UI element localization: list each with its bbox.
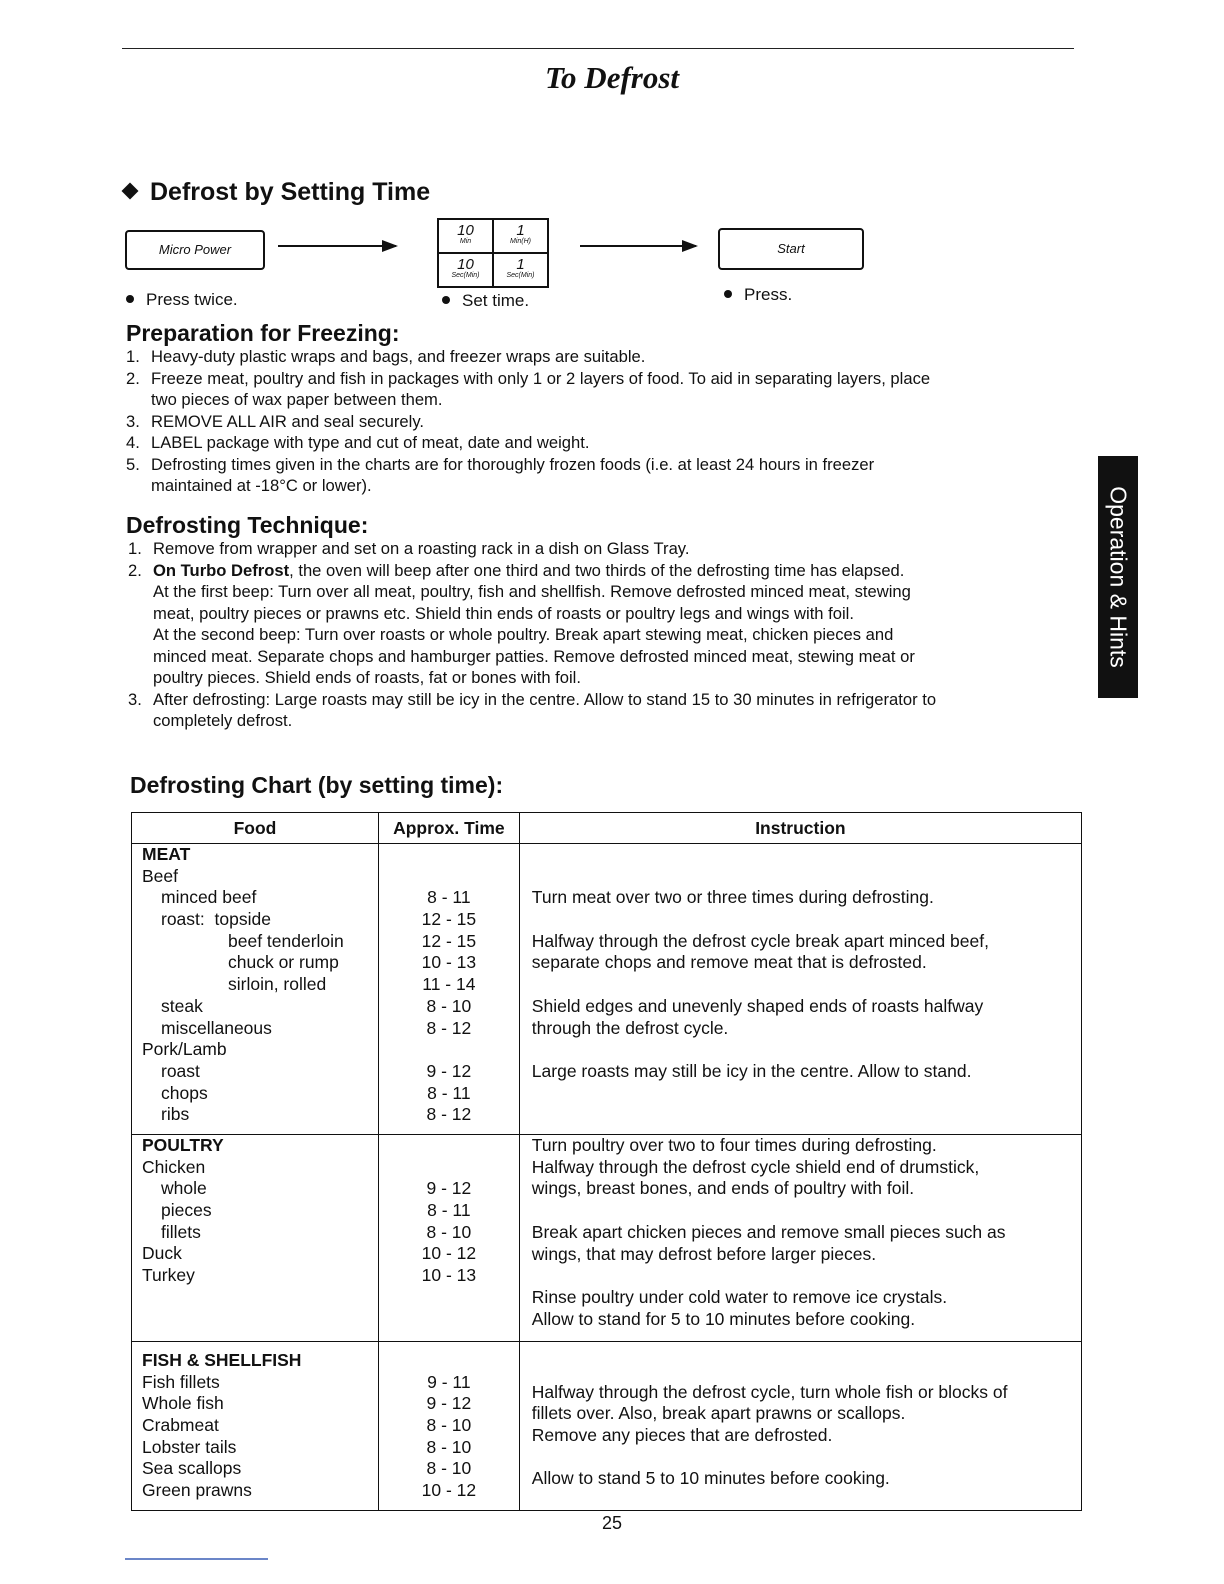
list-item: 3. REMOVE ALL AIR and seal securely.: [126, 411, 425, 431]
technique-heading: Defrosting Technique:: [126, 512, 369, 538]
blue-underline: [125, 1558, 268, 1560]
list-item: 5. Defrosting times given in the charts are for thoroughly frozen foods (i.e. at least 24 hours in freezer maintained at -18°C or lower).: [126, 454, 875, 495]
keypad-key: 10 Min: [438, 219, 493, 253]
chart-heading: Defrosting Chart (by setting time):: [130, 772, 504, 798]
side-tab: Operation & Hints: [1098, 456, 1138, 698]
step-press: Press.: [724, 285, 792, 305]
diamond-bullet-icon: [122, 183, 139, 200]
page-number: 25: [601, 1513, 623, 1533]
start-key: Start: [718, 228, 864, 270]
keypad-key: 1 Min(H): [493, 219, 548, 253]
arrow-right-icon: [278, 245, 396, 247]
table-header-row: [132, 813, 1082, 844]
bullet-icon: [126, 295, 134, 303]
instruction-cell: Turn poultry over two to four times during defrosting. Halfway through the defrost cycle shield end of drumstick, wings, breast bones, and ends of poultry with foil. Break apart chicken pieces and remove small pieces such as wings, that may defrost before larger pieces. Rinse poultry under cold water to remove ice crystals. Allow to stand for 5 to 10 minutes before cooking.: [519, 1135, 1081, 1342]
column-header-time: Approx. Time: [378, 813, 519, 844]
table-row-poultry: [132, 1135, 1082, 1342]
column-header-instruction: Instruction: [519, 813, 1081, 844]
food-cell: MEAT Beef minced beef roast: topside beef tenderloin chuck or rump sirloin, rolled steak miscellaneous Pork/Lamb roast chops ribs: [132, 844, 379, 1135]
arrow-right-icon: [580, 245, 696, 247]
keypad-key: 1 Sec(Min): [493, 253, 548, 287]
column-header-food: Food: [132, 813, 379, 844]
freezing-list: [126, 346, 1076, 497]
list-item: 1. Remove from wrapper and set on a roasting rack in a dish on Glass Tray.: [128, 539, 690, 558]
bullet-icon: [442, 296, 450, 304]
technique-list: [128, 538, 1078, 732]
time-keypad: [437, 218, 549, 288]
bullet-icon: [724, 290, 732, 298]
list-item: 3. After defrosting: Large roasts may still be icy in the centre. Allow to stand 15 to 30 minutes in refrigerator to completely defrost.: [128, 689, 937, 730]
table-row-fish: [132, 1342, 1082, 1511]
time-cell: 9 - 11 9 - 12 8 - 10 8 - 10 8 - 10 10 - 12: [378, 1342, 519, 1511]
list-item: 2. Freeze meat, poultry and fish in packages with only 1 or 2 layers of food. To aid in separating layers, place two pieces of wax paper between them.: [126, 368, 931, 409]
list-item: 1. Heavy-duty plastic wraps and bags, and freezer wraps are suitable.: [126, 347, 646, 366]
table-row-meat: [132, 844, 1082, 1135]
time-cell: 9 - 12 8 - 11 8 - 10 10 - 12 10 - 13: [378, 1135, 519, 1342]
instruction-cell: Turn meat over two or three times during defrosting. Halfway through the defrost cycle break apart minced beef, separate chops and remove meat that is defrosted. Shield edges and unevenly shaped ends of roasts halfway through the defrost cycle. Large roasts may still be icy in the centre. Allow to stand.: [519, 844, 1081, 1135]
step-press-twice: Press twice.: [126, 290, 238, 310]
time-cell: 8 - 11 12 - 15 12 - 15 10 - 13 11 - 14 8 - 10 8 - 12 9 - 12 8 - 11 8 - 12: [378, 844, 519, 1135]
top-rule: [122, 48, 1074, 49]
page-title: To Defrost: [544, 60, 680, 95]
food-cell: FISH & SHELLFISH Fish fillets Whole fish Crabmeat Lobster tails Sea scallops Green prawns: [132, 1342, 379, 1511]
list-item: 2. On Turbo Defrost, the oven will beep after one third and two thirds of the defrosting time has elapsed. At the first beep: Turn over all meat, poultry, fish and shellfish. Remove defrosted minced meat, stewing meat, poultry pieces or prawns etc. Shield thin ends of roasts or poultry legs and wings with foil. At the second beep: Turn over roasts or whole poultry. Break apart stewing meat, chicken pieces and minced meat. Separate chops and hamburger patties. Remove defrosted minced meat, stewing meat or poultry pieces. Shield ends of roasts, fat or bones with foil.: [128, 560, 915, 687]
instruction-cell: Halfway through the defrost cycle, turn whole fish or blocks of fillets over. Also, break apart prawns or scallops. Remove any pieces that are defrosted. Allow to stand 5 to 10 minutes before cooking.: [519, 1342, 1081, 1511]
micro-power-key: Micro Power: [125, 230, 265, 270]
freezing-heading: Preparation for Freezing:: [126, 320, 400, 346]
defrost-chart-table: [131, 812, 1082, 1511]
food-cell: POULTRY Chicken whole pieces fillets Duck Turkey: [132, 1135, 379, 1342]
step-set-time: Set time.: [442, 291, 529, 311]
section-heading-setting-time: Defrost by Setting Time: [124, 178, 430, 207]
list-item: 4. LABEL package with type and cut of meat, date and weight.: [126, 433, 590, 452]
keypad-key: 10 Sec(Min): [438, 253, 493, 287]
